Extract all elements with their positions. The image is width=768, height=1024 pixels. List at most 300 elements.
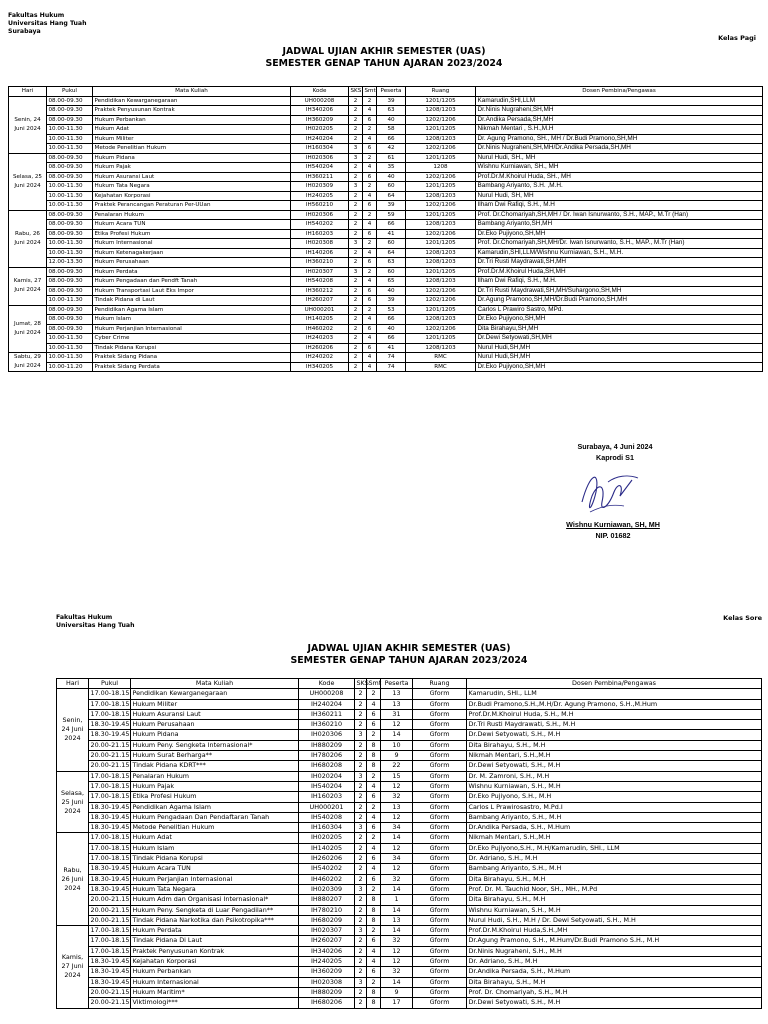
room-cell: Gform: [413, 771, 467, 781]
lecturer-cell: Prof.Dr.M.Khoirul Huda,S.H.,MH: [467, 926, 762, 936]
time-cell: 12.00-13.30: [47, 258, 93, 268]
lecturer-cell: Dita Birahayu, S.H., M.H: [467, 874, 762, 884]
time-cell: 20.00-21.15: [90, 905, 130, 914]
participants-cell: 32: [381, 792, 413, 802]
lecturer-cell: Nikmah Mentari, S.H.,M.H: [467, 751, 762, 761]
room-cell: Gform: [413, 915, 467, 925]
table-row: [57, 854, 762, 864]
title-line-1: JADWAL UJIAN AKHIR SEMESTER (UAS): [282, 46, 486, 57]
time-cell: 08.00-09.30: [47, 210, 93, 220]
code-cell: IH020306: [291, 153, 349, 163]
time-cell: 08.00-09.30: [47, 163, 93, 173]
semester-cell: 4: [367, 946, 381, 956]
lecturer-cell: Dr.Eko Pujiyono,SH,MH: [476, 362, 763, 372]
participants-cell: 40: [377, 115, 406, 125]
table-row: [57, 802, 762, 812]
lecturer-cell: Wishnu Kurniawan, S.H., M.H: [467, 781, 762, 791]
room-cell: RMC: [406, 362, 476, 372]
time-cell: 08.00-09.30: [47, 267, 93, 277]
course-cell: Etika Profesi Hukum: [131, 792, 299, 802]
code-cell: IH240204: [291, 134, 349, 144]
class-label: Kelas Pagi: [718, 34, 756, 42]
schedule-table-evening: [56, 678, 762, 1009]
time-cell: 08.00-09.30: [47, 286, 93, 296]
sks-cell: 2: [355, 720, 367, 730]
course-cell: Hukum Acara TUN: [131, 864, 299, 874]
lecturer-cell: Dr.Ninis Nugraheni,SH,MH/Dr.Andika Persada,SH,MH: [476, 144, 763, 154]
participants-cell: 42: [377, 144, 406, 154]
time-cell: 10.00-11.30: [47, 125, 93, 135]
room-cell: 1208/1203: [406, 277, 476, 287]
semester-cell: 2: [363, 210, 377, 220]
course-cell: Viktimologi***: [131, 998, 299, 1008]
course-cell: Hukum Adat: [93, 125, 291, 135]
semester-cell: 2: [363, 125, 377, 135]
column-header: Dosen Pembina/Pengawas: [476, 87, 763, 97]
lecturer-cell: Bambang Ariyanto, S.H., M.H: [467, 864, 762, 874]
sks-cell: 2: [349, 220, 363, 230]
time-cell: 17.00-18.15: [90, 689, 130, 698]
participants-cell: 32: [381, 936, 413, 946]
title-line-2: SEMESTER GENAP TAHUN AJARAN 2023/2024: [265, 58, 503, 69]
code-cell: IH460202: [299, 874, 355, 884]
course-cell: Tindak Pidana Korupsi: [131, 854, 299, 864]
table-row: [57, 823, 762, 833]
course-cell: Kejahatan Korporasi: [93, 191, 291, 201]
sks-cell: 2: [355, 751, 367, 761]
room-cell: 1208/1203: [406, 343, 476, 353]
time-cell: 08.00-09.30: [47, 115, 93, 125]
table-row: [9, 96, 763, 106]
participants-cell: 13: [381, 689, 413, 699]
sks-cell: 2: [349, 362, 363, 372]
semester-cell: 8: [367, 905, 381, 915]
participants-cell: 1: [381, 895, 413, 905]
course-cell: Cyber Crime: [93, 334, 291, 344]
time-cell: 20.00-21.15: [90, 987, 130, 996]
day-cell: Rabu, 26 Juni 2024: [9, 210, 47, 267]
semester-cell: 8: [367, 895, 381, 905]
room-cell: Gform: [413, 987, 467, 997]
room-cell: Gform: [413, 884, 467, 894]
sks-cell: 2: [355, 781, 367, 791]
code-cell: IH360209: [291, 115, 349, 125]
time-cell: 18.30-19.45: [90, 720, 130, 729]
course-cell: Hukum Perdata: [131, 926, 299, 936]
code-cell: IH020306: [291, 210, 349, 220]
lecturer-cell: Dr.Dewi Setyowati, S.H., M.H: [467, 761, 762, 771]
room-cell: 1201/1205: [406, 125, 476, 135]
semester-cell: 4: [363, 248, 377, 258]
lecturer-cell: Ilham Dwi Rafiqi, S.H., M.H.: [476, 277, 763, 287]
semester-cell: 2: [367, 802, 381, 812]
semester-cell: 2: [363, 153, 377, 163]
code-cell: IH360212: [291, 286, 349, 296]
semester-cell: 6: [367, 823, 381, 833]
time-cell: 17.00-18.15: [90, 926, 130, 935]
column-header: Ruang: [413, 679, 467, 689]
semester-cell: 4: [363, 191, 377, 201]
lecturer-cell: Nikmah Mentari , S.H.,M.H: [476, 125, 763, 135]
course-cell: Pendidikan Kewarganegaraan: [93, 96, 291, 106]
lecturer-cell: Dr. Agung Pramono, SH., MH / Dr.Budi Pramono,SH,MH: [476, 134, 763, 144]
room-cell: Gform: [413, 833, 467, 843]
time-cell: 08.00-09.30: [47, 172, 93, 182]
course-cell: Hukum Pidana: [131, 730, 299, 740]
semester-cell: 6: [367, 720, 381, 730]
day-cell: Rabu, 26 Juni 2024: [57, 833, 89, 926]
table-row: [9, 286, 763, 296]
participants-cell: 39: [377, 201, 406, 211]
sks-cell: 2: [349, 324, 363, 334]
lecturer-cell: Wishnu Kurniawan, SH., MH: [476, 163, 763, 173]
participants-cell: 66: [377, 220, 406, 230]
table-row: [9, 324, 763, 334]
day-cell: Kamis, 27 Juni 2024: [57, 926, 89, 1008]
semester-cell: 2: [367, 926, 381, 936]
table-row: [9, 353, 763, 363]
table-row: [9, 239, 763, 249]
table-row: [57, 709, 762, 719]
participants-cell: 63: [377, 258, 406, 268]
code-cell: IH240204: [299, 699, 355, 709]
column-header: Kode: [291, 87, 349, 97]
room-cell: Gform: [413, 998, 467, 1008]
participants-cell: 17: [381, 998, 413, 1008]
room-cell: Gform: [413, 740, 467, 750]
course-cell: Hukum Peny. Sengketa Internasional*: [131, 740, 299, 750]
semester-cell: 8: [367, 915, 381, 925]
code-cell: IH240205: [299, 957, 355, 967]
sks-cell: 2: [355, 998, 367, 1008]
semester-cell: 4: [367, 781, 381, 791]
time-cell: 17.00-18.15: [90, 792, 130, 801]
sks-cell: 3: [349, 182, 363, 192]
semester-cell: 4: [363, 134, 377, 144]
participants-cell: 53: [377, 305, 406, 315]
sks-cell: 2: [355, 864, 367, 874]
semester-cell: 6: [367, 792, 381, 802]
code-cell: IH140206: [291, 248, 349, 258]
time-cell: 10.00-11.30: [47, 248, 93, 258]
column-header: Peserta: [381, 679, 413, 689]
code-cell: IH020205: [299, 833, 355, 843]
sks-cell: 2: [355, 761, 367, 771]
semester-cell: 6: [363, 229, 377, 239]
sks-cell: 3: [355, 730, 367, 740]
participants-cell: 60: [377, 182, 406, 192]
participants-cell: 13: [381, 699, 413, 709]
code-cell: IH880207: [299, 895, 355, 905]
handwritten-signature: [572, 462, 652, 522]
room-cell: Gform: [413, 823, 467, 833]
sks-cell: 2: [349, 286, 363, 296]
table-row: [57, 720, 762, 730]
table-row: [9, 267, 763, 277]
code-cell: IH540208: [299, 812, 355, 822]
time-cell: 10.00-11.30: [47, 334, 93, 344]
lecturer-cell: Bambang Ariyanto,SH,MH: [476, 220, 763, 230]
time-cell: 20.00-21.15: [90, 895, 130, 904]
faculty-name: Fakultas Hukum: [56, 614, 113, 621]
day-cell: Selasa, 25 Juni 2024: [57, 771, 89, 833]
participants-cell: 63: [377, 106, 406, 116]
column-header: SKS: [356, 679, 369, 687]
signature-place-date: Surabaya, 4 Juni 2024: [577, 442, 653, 451]
participants-cell: 58: [377, 125, 406, 135]
sks-cell: 2: [349, 96, 363, 106]
room-cell: 1202/1206: [406, 296, 476, 306]
table-row: [9, 220, 763, 230]
course-cell: Hukum Perbankan: [131, 967, 299, 977]
course-cell: Hukum Militer: [93, 134, 291, 144]
university-name: Universitas Hang Tuah: [56, 622, 135, 629]
schedule-table-morning: [8, 86, 763, 372]
sks-cell: 2: [355, 699, 367, 709]
room-cell: 1201/1205: [406, 210, 476, 220]
table-row: [57, 843, 762, 853]
sks-cell: 3: [349, 239, 363, 249]
table-row: [57, 864, 762, 874]
table-row: [57, 812, 762, 822]
room-cell: Gform: [413, 802, 467, 812]
time-cell: 20.00-21.15: [90, 751, 130, 760]
code-cell: IH020308: [291, 239, 349, 249]
participants-cell: 61: [377, 153, 406, 163]
column-header: Pukul: [47, 87, 93, 97]
room-cell: 1202/1206: [406, 286, 476, 296]
semester-cell: 6: [363, 115, 377, 125]
table-row: [9, 115, 763, 125]
semester-cell: 6: [363, 201, 377, 211]
time-cell: 10.00-11.30: [47, 201, 93, 211]
room-cell: Gform: [413, 751, 467, 761]
table-row: [57, 957, 762, 967]
code-cell: IH460202: [291, 324, 349, 334]
semester-cell: 6: [367, 854, 381, 864]
room-cell: Gform: [413, 895, 467, 905]
code-cell: IH260207: [299, 936, 355, 946]
lecturer-cell: Carlos L Prawirosastro, M.Pd.I: [467, 802, 762, 812]
table-row: [57, 740, 762, 750]
course-cell: Tindak Pidana Korupsi: [93, 343, 291, 353]
code-cell: IH260206: [299, 854, 355, 864]
time-cell: 18.30-19.45: [90, 957, 130, 966]
semester-cell: 8: [367, 998, 381, 1008]
table-row: [9, 362, 763, 372]
time-cell: 17.00-18.15: [90, 854, 130, 863]
course-cell: Penalaran Hukum: [131, 771, 299, 781]
lecturer-cell: Dr.Andika Persada, S.H., M.Hum: [467, 823, 762, 833]
signatory-nip: NIP. 01682: [595, 531, 631, 540]
sks-cell: 2: [355, 792, 367, 802]
sks-cell: 2: [349, 172, 363, 182]
column-header: Smt: [364, 88, 376, 94]
column-header: SKS: [350, 88, 362, 94]
table-row: [57, 946, 762, 956]
code-cell: IH360210: [291, 258, 349, 268]
sks-cell: 2: [349, 296, 363, 306]
sks-cell: 2: [349, 210, 363, 220]
code-cell: IH020307: [299, 926, 355, 936]
room-cell: 1208/1203: [406, 106, 476, 116]
participants-cell: 22: [381, 761, 413, 771]
participants-cell: 40: [377, 286, 406, 296]
course-cell: Pendidikan Agama Islam: [131, 802, 299, 812]
participants-cell: 60: [377, 239, 406, 249]
lecturer-cell: Dr.Agung Pramono, S.H., M.Hum/Dr.Budi Pramono S.H., M.H: [467, 936, 762, 946]
room-cell: 1202/1206: [406, 115, 476, 125]
semester-cell: 2: [363, 96, 377, 106]
title-line-1: JADWAL UJIAN AKHIR SEMESTER (UAS): [307, 643, 511, 654]
sks-cell: 2: [349, 125, 363, 135]
code-cell: IH680208: [299, 761, 355, 771]
room-cell: Gform: [413, 905, 467, 915]
semester-cell: 6: [367, 936, 381, 946]
lecturer-cell: Dr.Eko Pujiyono,S.H., M.H/Kamarudin, SHI., LLM: [467, 843, 762, 853]
room-cell: Gform: [413, 781, 467, 791]
city-name: Surabaya: [8, 28, 41, 35]
table-row: [57, 792, 762, 802]
time-cell: 10.00-11.30: [47, 353, 93, 363]
table-row: [9, 315, 763, 325]
table-row: [9, 134, 763, 144]
table-row: [57, 895, 762, 905]
code-cell: IH240202: [291, 353, 349, 363]
sks-cell: 2: [355, 843, 367, 853]
sks-cell: 3: [355, 771, 367, 781]
participants-cell: 59: [377, 210, 406, 220]
semester-cell: 6: [363, 258, 377, 268]
lecturer-cell: Dr.Agung Pramono,SH,MH/Dr.Budi Pramono,SH,MH: [476, 296, 763, 306]
course-cell: Hukum Perbankan: [93, 115, 291, 125]
day-cell: Selasa, 25 Juni 2024: [9, 153, 47, 210]
participants-cell: 40: [377, 324, 406, 334]
time-cell: 08.00-09.30: [47, 315, 93, 325]
table-row: [57, 915, 762, 925]
code-cell: IH360209: [299, 967, 355, 977]
room-cell: Gform: [413, 792, 467, 802]
time-cell: 08.00-09.30: [47, 229, 93, 239]
course-cell: Penalaran Hukum: [93, 210, 291, 220]
sks-cell: 2: [349, 334, 363, 344]
participants-cell: 66: [377, 134, 406, 144]
lecturer-cell: Dr.Eko Pujiyono, S.H., M.H: [467, 792, 762, 802]
time-cell: 08.00-09.30: [47, 153, 93, 163]
table-row: [57, 936, 762, 946]
lecturer-cell: Prof. Dr.Chomariyah,SH,MH / Dr. Iwan Isnurwanto, S.H., MAP., M.Tr (Han): [476, 210, 763, 220]
title-line-2: SEMESTER GENAP TAHUN AJARAN 2023/2024: [290, 655, 528, 666]
table-row: [9, 201, 763, 211]
room-cell: 1201/1205: [406, 96, 476, 106]
sks-cell: 2: [349, 106, 363, 116]
lecturer-cell: Dr.Dewi Setyowati,SH,MH: [476, 334, 763, 344]
time-cell: 08.00-09.30: [47, 96, 93, 106]
lecturer-cell: Dr.Eko Pujiyono,SH,MH: [476, 229, 763, 239]
code-cell: IH540204: [291, 163, 349, 173]
semester-cell: 2: [367, 977, 381, 987]
semester-cell: 2: [363, 239, 377, 249]
time-cell: 18.30-19.45: [90, 730, 130, 739]
course-cell: Hukum Internasional: [93, 239, 291, 249]
semester-cell: 4: [363, 334, 377, 344]
semester-cell: 2: [367, 730, 381, 740]
table-row: [9, 296, 763, 306]
code-cell: IH020204: [299, 771, 355, 781]
lecturer-cell: Nurul Hudi,SH,MH: [476, 353, 763, 363]
table-row: [9, 106, 763, 116]
sks-cell: 2: [349, 134, 363, 144]
time-cell: 08.00-09.30: [47, 305, 93, 315]
column-header: Hari: [9, 87, 47, 97]
participants-cell: 35: [377, 163, 406, 173]
lecturer-cell: Dr.Tri Rusti Maydrawati,SH,MH: [476, 258, 763, 268]
lecturer-cell: Dr.Andika Persada,SH,MH: [476, 115, 763, 125]
sks-cell: 2: [349, 201, 363, 211]
sks-cell: 2: [349, 248, 363, 258]
sks-cell: 2: [349, 191, 363, 201]
day-cell: Jumat, 28 Juni 2024: [9, 305, 47, 353]
code-cell: UH000201: [299, 802, 355, 812]
column-header: Mata Kuliah: [93, 87, 291, 97]
lecturer-cell: Dr.Tri Rusti Maydrawati, S.H., M.H: [467, 720, 762, 730]
room-cell: 1208/1203: [406, 258, 476, 268]
semester-cell: 2: [363, 267, 377, 277]
sks-cell: 2: [355, 709, 367, 719]
code-cell: IH540202: [291, 220, 349, 230]
table-row: [57, 761, 762, 771]
semester-cell: 2: [367, 689, 381, 699]
table-row: [57, 874, 762, 884]
code-cell: IH340205: [291, 362, 349, 372]
column-header: Dosen Pembina/Pengawas: [467, 679, 762, 689]
room-cell: 1208/1203: [406, 315, 476, 325]
time-cell: 17.00-18.15: [90, 843, 130, 852]
class-label: Kelas Sore: [723, 614, 762, 622]
lecturer-cell: Dita Birahayu, S.H., M.H: [467, 895, 762, 905]
faculty-header-evening: [56, 614, 134, 630]
semester-cell: 2: [367, 884, 381, 894]
course-cell: Hukum Transportasi Laut Eks Impor: [93, 286, 291, 296]
course-cell: Praktek Sidang Pidana: [93, 353, 291, 363]
lecturer-cell: Dr.Dewi Setyowati, S.H., M.H: [467, 998, 762, 1008]
room-cell: 1202/1206: [406, 172, 476, 182]
code-cell: IH680206: [299, 998, 355, 1008]
lecturer-cell: Dr.Andika Persada, S.H., M.Hum: [467, 967, 762, 977]
course-cell: Hukum Acara TUN: [93, 220, 291, 230]
code-cell: IH540204: [299, 781, 355, 791]
course-cell: Hukum Adm dan Organisasi Internasional*: [131, 895, 299, 905]
time-cell: 17.00-18.15: [90, 946, 130, 955]
participants-cell: 12: [381, 781, 413, 791]
time-cell: 10.00-11.30: [47, 144, 93, 154]
code-cell: IH340206: [299, 946, 355, 956]
sks-cell: 2: [349, 115, 363, 125]
table-row: [57, 977, 762, 987]
time-cell: 10.00-11.30: [47, 191, 93, 201]
room-cell: Gform: [413, 864, 467, 874]
lecturer-cell: Dita Birahayu, S.H., M.H: [467, 977, 762, 987]
semester-cell: 4: [363, 277, 377, 287]
sks-cell: 2: [349, 258, 363, 268]
semester-cell: 4: [363, 220, 377, 230]
room-cell: 1201/1205: [406, 305, 476, 315]
semester-cell: 4: [363, 315, 377, 325]
lecturer-cell: Bambang Ariyanto, S.H. ,M.H.: [476, 182, 763, 192]
course-cell: Hukum Asuransi Laut: [93, 172, 291, 182]
sks-cell: 3: [349, 144, 363, 154]
time-cell: 17.00-18.15: [90, 833, 130, 842]
